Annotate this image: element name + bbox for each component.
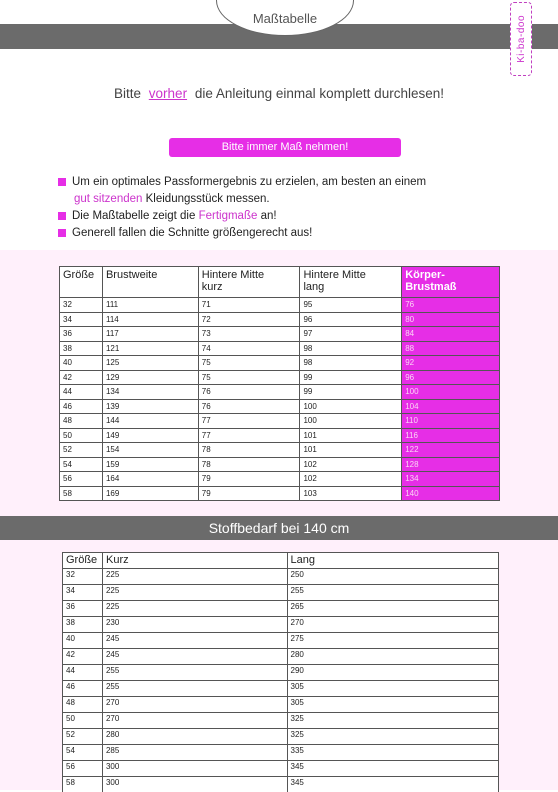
- table-row: [63, 569, 499, 585]
- table-cell: 290: [287, 665, 498, 681]
- table-row: [60, 472, 500, 487]
- table-cell: 75: [198, 356, 300, 371]
- table-row: [60, 414, 500, 429]
- table-row: [60, 399, 500, 414]
- table-cell: 255: [102, 681, 287, 697]
- table-row: [63, 601, 499, 617]
- table-cell: 117: [102, 327, 198, 342]
- fabric-section-title: Stoffbedarf bei 140 cm: [0, 516, 558, 540]
- table-cell: 40: [60, 356, 103, 371]
- table-row: [63, 713, 499, 729]
- table-cell: 38: [63, 617, 103, 633]
- table-cell: 79: [198, 486, 300, 501]
- table-cell: 77: [198, 414, 300, 429]
- col-back-short: Hintere Mitte kurz: [198, 267, 300, 298]
- table-header-row: [60, 267, 500, 298]
- table-cell: 255: [287, 585, 498, 601]
- measure-reminder-pill: Bitte immer Maß nehmen!: [169, 138, 401, 157]
- table-cell: 114: [102, 312, 198, 327]
- table-row: [63, 761, 499, 777]
- table-cell: 34: [60, 312, 103, 327]
- table-cell: 144: [102, 414, 198, 429]
- table-row: [63, 681, 499, 697]
- table-cell: 100: [402, 385, 500, 400]
- table-cell: 36: [60, 327, 103, 342]
- table-cell: 40: [63, 633, 103, 649]
- table-header-row: [63, 553, 499, 569]
- table-cell: 134: [402, 472, 500, 487]
- table-cell: 345: [287, 777, 498, 792]
- table-cell: 325: [287, 713, 498, 729]
- col-chest: Brustweite: [102, 267, 198, 298]
- table-row: [60, 443, 500, 458]
- page-title: Maßtabelle: [252, 10, 318, 26]
- table-row: [63, 777, 499, 792]
- table-cell: 225: [102, 601, 287, 617]
- table-cell: 225: [102, 585, 287, 601]
- table-cell: 102: [300, 472, 402, 487]
- table-cell: 32: [60, 298, 103, 313]
- table-cell: 50: [60, 428, 103, 443]
- col-size: Größe: [63, 553, 103, 569]
- table-cell: 270: [102, 697, 287, 713]
- col-short: Kurz: [102, 553, 287, 569]
- table-cell: 128: [402, 457, 500, 472]
- table-cell: 116: [402, 428, 500, 443]
- bullet-1-highlight: gut sitzenden: [74, 193, 143, 205]
- table-cell: 72: [198, 312, 300, 327]
- table-cell: 101: [300, 443, 402, 458]
- size-table-body: [60, 298, 500, 501]
- bullet-1-text: Um ein optimales Passformergebnis zu erzielen, am besten an einem: [72, 176, 427, 188]
- table-cell: 38: [60, 341, 103, 356]
- fabric-table-body: [63, 569, 499, 792]
- table-row: [63, 665, 499, 681]
- table-row: [60, 457, 500, 472]
- table-cell: 48: [60, 414, 103, 429]
- table-cell: 58: [63, 777, 103, 792]
- table-row: [60, 370, 500, 385]
- table-cell: 270: [287, 617, 498, 633]
- table-row: [63, 745, 499, 761]
- table-row: [60, 486, 500, 501]
- intro-after: die Anleitung einmal komplett durchlesen!: [194, 86, 444, 101]
- table-cell: 76: [198, 385, 300, 400]
- table-cell: 74: [198, 341, 300, 356]
- table-cell: 54: [63, 745, 103, 761]
- table-row: [60, 428, 500, 443]
- table-cell: 36: [63, 601, 103, 617]
- table-row: [63, 697, 499, 713]
- table-cell: 97: [300, 327, 402, 342]
- table-cell: 92: [402, 356, 500, 371]
- table-cell: 225: [102, 569, 287, 585]
- table-cell: 46: [63, 681, 103, 697]
- table-cell: 169: [102, 486, 198, 501]
- table-row: [60, 312, 500, 327]
- table-cell: 96: [300, 312, 402, 327]
- table-cell: 46: [60, 399, 103, 414]
- table-cell: 110: [402, 414, 500, 429]
- instruction-list: [58, 174, 528, 242]
- brand-badge: [510, 2, 532, 76]
- table-cell: 121: [102, 341, 198, 356]
- table-cell: 102: [300, 457, 402, 472]
- table-row: [60, 385, 500, 400]
- fabric-table: [62, 552, 499, 792]
- bullet-2-text: Die Maßtabelle zeigt die: [72, 210, 196, 222]
- table-cell: 42: [60, 370, 103, 385]
- table-cell: 305: [287, 697, 498, 713]
- table-cell: 50: [63, 713, 103, 729]
- table-cell: 58: [60, 486, 103, 501]
- table-cell: 255: [102, 665, 287, 681]
- table-cell: 159: [102, 457, 198, 472]
- table-cell: 84: [402, 327, 500, 342]
- table-row: [63, 649, 499, 665]
- table-cell: 100: [300, 399, 402, 414]
- table-cell: 56: [60, 472, 103, 487]
- table-row: [60, 298, 500, 313]
- table-cell: 76: [198, 399, 300, 414]
- table-cell: 77: [198, 428, 300, 443]
- table-cell: 250: [287, 569, 498, 585]
- table-cell: 79: [198, 472, 300, 487]
- table-row: [63, 617, 499, 633]
- table-cell: 71: [198, 298, 300, 313]
- table-cell: 73: [198, 327, 300, 342]
- table-cell: 88: [402, 341, 500, 356]
- list-item: [58, 174, 528, 208]
- list-item: [58, 225, 528, 242]
- table-cell: 149: [102, 428, 198, 443]
- table-cell: 42: [63, 649, 103, 665]
- table-cell: 129: [102, 370, 198, 385]
- table-cell: 280: [102, 729, 287, 745]
- table-cell: 44: [60, 385, 103, 400]
- table-cell: 100: [300, 414, 402, 429]
- table-cell: 335: [287, 745, 498, 761]
- intro-highlight: vorher: [148, 86, 188, 101]
- col-body-chest: Körper- Brustmaß: [402, 267, 500, 298]
- table-cell: 75: [198, 370, 300, 385]
- table-cell: 52: [63, 729, 103, 745]
- table-cell: 345: [287, 761, 498, 777]
- table-cell: 99: [300, 385, 402, 400]
- table-cell: 305: [287, 681, 498, 697]
- table-cell: 96: [402, 370, 500, 385]
- table-cell: 125: [102, 356, 198, 371]
- table-cell: 285: [102, 745, 287, 761]
- size-table: [59, 266, 500, 501]
- table-cell: 245: [102, 633, 287, 649]
- table-cell: 134: [102, 385, 198, 400]
- table-row: [63, 633, 499, 649]
- table-cell: 76: [402, 298, 500, 313]
- table-cell: 101: [300, 428, 402, 443]
- table-row: [63, 585, 499, 601]
- table-cell: 78: [198, 443, 300, 458]
- table-cell: 56: [63, 761, 103, 777]
- table-cell: 230: [102, 617, 287, 633]
- table-row: [60, 356, 500, 371]
- table-cell: 139: [102, 399, 198, 414]
- table-row: [63, 729, 499, 745]
- col-size: Größe: [60, 267, 103, 298]
- col-long: Lang: [287, 553, 498, 569]
- brand-logo-text: Ki-ba-doo: [515, 15, 527, 63]
- table-cell: 245: [102, 649, 287, 665]
- table-cell: 325: [287, 729, 498, 745]
- table-cell: 140: [402, 486, 500, 501]
- table-cell: 52: [60, 443, 103, 458]
- table-cell: 34: [63, 585, 103, 601]
- table-cell: 164: [102, 472, 198, 487]
- table-cell: 300: [102, 761, 287, 777]
- table-cell: 32: [63, 569, 103, 585]
- table-cell: 95: [300, 298, 402, 313]
- table-cell: 275: [287, 633, 498, 649]
- table-cell: 111: [102, 298, 198, 313]
- table-cell: 122: [402, 443, 500, 458]
- table-cell: 300: [102, 777, 287, 792]
- table-cell: 154: [102, 443, 198, 458]
- table-row: [60, 327, 500, 342]
- bullet-1-rest: Kleidungsstück messen.: [145, 193, 270, 205]
- bullet-2-rest: an!: [260, 210, 277, 222]
- table-cell: 48: [63, 697, 103, 713]
- bullet-3-text: Generell fallen die Schnitte größengerecht aus!: [72, 227, 313, 239]
- intro-before: Bitte: [114, 86, 142, 101]
- table-cell: 54: [60, 457, 103, 472]
- table-cell: 44: [63, 665, 103, 681]
- table-cell: 104: [402, 399, 500, 414]
- table-cell: 270: [102, 713, 287, 729]
- table-row: [60, 341, 500, 356]
- bullet-2-highlight: Fertigmaße: [198, 210, 258, 222]
- table-cell: 98: [300, 341, 402, 356]
- table-cell: 78: [198, 457, 300, 472]
- col-back-long: Hintere Mitte lang: [300, 267, 402, 298]
- table-cell: 265: [287, 601, 498, 617]
- table-cell: 280: [287, 649, 498, 665]
- table-cell: 103: [300, 486, 402, 501]
- table-cell: 99: [300, 370, 402, 385]
- table-cell: 98: [300, 356, 402, 371]
- list-item: [58, 208, 528, 225]
- intro-line: [0, 86, 558, 101]
- table-cell: 80: [402, 312, 500, 327]
